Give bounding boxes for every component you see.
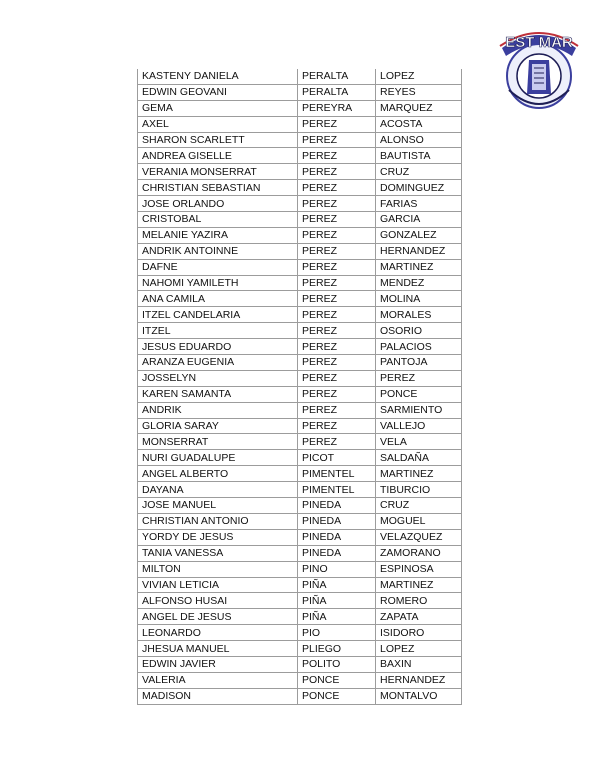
paternal-surname-cell: PEREZ xyxy=(298,434,376,450)
first-names-cell: ANA CAMILA xyxy=(138,291,298,307)
table-row xyxy=(138,418,462,434)
table-row xyxy=(138,323,462,339)
maternal-surname-cell: PALACIOS xyxy=(376,339,462,355)
first-names-cell: ALFONSO HUSAI xyxy=(138,593,298,609)
first-names-cell: DAYANA xyxy=(138,482,298,498)
first-names-cell: JHESUA MANUEL xyxy=(138,641,298,657)
first-names-cell: JESUS EDUARDO xyxy=(138,339,298,355)
maternal-surname-cell: GARCIA xyxy=(376,212,462,228)
first-names-cell: ITZEL CANDELARIA xyxy=(138,307,298,323)
paternal-surname-cell: POLITO xyxy=(298,656,376,672)
table-row xyxy=(138,529,462,545)
paternal-surname-cell: PEREZ xyxy=(298,227,376,243)
paternal-surname-cell: PIMENTEL xyxy=(298,482,376,498)
paternal-surname-cell: PIO xyxy=(298,625,376,641)
table-row xyxy=(138,291,462,307)
paternal-surname-cell: PINEDA xyxy=(298,545,376,561)
table-row xyxy=(138,450,462,466)
maternal-surname-cell: ACOSTA xyxy=(376,116,462,132)
first-names-cell: ARANZA EUGENIA xyxy=(138,355,298,371)
first-names-cell: EDWIN JAVIER xyxy=(138,656,298,672)
maternal-surname-cell: MENDEZ xyxy=(376,275,462,291)
paternal-surname-cell: PONCE xyxy=(298,688,376,704)
paternal-surname-cell: PEREZ xyxy=(298,307,376,323)
maternal-surname-cell: BAUTISTA xyxy=(376,148,462,164)
paternal-surname-cell: PEREZ xyxy=(298,212,376,228)
maternal-surname-cell: MARQUEZ xyxy=(376,100,462,116)
maternal-surname-cell: MARTINEZ xyxy=(376,259,462,275)
table-row xyxy=(138,498,462,514)
first-names-cell: CHRISTIAN SEBASTIAN xyxy=(138,180,298,196)
paternal-surname-cell: PEREZ xyxy=(298,243,376,259)
table-row xyxy=(138,132,462,148)
first-names-cell: NAHOMI YAMILETH xyxy=(138,275,298,291)
logo-text: EST MAR xyxy=(505,34,573,51)
paternal-surname-cell: PEREZ xyxy=(298,132,376,148)
first-names-cell: GLORIA SARAY xyxy=(138,418,298,434)
table-row xyxy=(138,148,462,164)
table-row xyxy=(138,434,462,450)
table-row xyxy=(138,355,462,371)
table-row xyxy=(138,625,462,641)
first-names-cell: ANGEL ALBERTO xyxy=(138,466,298,482)
maternal-surname-cell: ROMERO xyxy=(376,593,462,609)
paternal-surname-cell: PONCE xyxy=(298,672,376,688)
paternal-surname-cell: PEREZ xyxy=(298,196,376,212)
maternal-surname-cell: VELAZQUEZ xyxy=(376,529,462,545)
maternal-surname-cell: MARTINEZ xyxy=(376,577,462,593)
maternal-surname-cell: FARIAS xyxy=(376,196,462,212)
first-names-cell: GEMA xyxy=(138,100,298,116)
table-row xyxy=(138,402,462,418)
table-row xyxy=(138,100,462,116)
paternal-surname-cell: PEREZ xyxy=(298,291,376,307)
paternal-surname-cell: PEREZ xyxy=(298,164,376,180)
paternal-surname-cell: PEREZ xyxy=(298,418,376,434)
table-row xyxy=(138,466,462,482)
first-names-cell: ANGEL DE JESUS xyxy=(138,609,298,625)
table-row xyxy=(138,593,462,609)
table-row xyxy=(138,609,462,625)
paternal-surname-cell: PEREZ xyxy=(298,323,376,339)
first-names-cell: JOSSELYN xyxy=(138,370,298,386)
first-names-cell: ITZEL xyxy=(138,323,298,339)
first-names-cell: MADISON xyxy=(138,688,298,704)
maternal-surname-cell: OSORIO xyxy=(376,323,462,339)
first-names-cell: ANDRIK ANTOINNE xyxy=(138,243,298,259)
school-logo xyxy=(496,20,582,120)
paternal-surname-cell: PINEDA xyxy=(298,513,376,529)
maternal-surname-cell: PONCE xyxy=(376,386,462,402)
first-names-cell: YORDY DE JESUS xyxy=(138,529,298,545)
maternal-surname-cell: HERNANDEZ xyxy=(376,243,462,259)
paternal-surname-cell: PINEDA xyxy=(298,498,376,514)
table-row xyxy=(138,243,462,259)
paternal-surname-cell: PINEDA xyxy=(298,529,376,545)
table-row xyxy=(138,196,462,212)
paternal-surname-cell: PIÑA xyxy=(298,609,376,625)
paternal-surname-cell: PEREZ xyxy=(298,180,376,196)
maternal-surname-cell: ZAMORANO xyxy=(376,545,462,561)
paternal-surname-cell: PEREZ xyxy=(298,355,376,371)
table-row xyxy=(138,577,462,593)
first-names-cell: JOSE ORLANDO xyxy=(138,196,298,212)
paternal-surname-cell: PEREZ xyxy=(298,148,376,164)
paternal-surname-cell: PEREYRA xyxy=(298,100,376,116)
maternal-surname-cell: REYES xyxy=(376,84,462,100)
maternal-surname-cell: MONTALVO xyxy=(376,688,462,704)
first-names-cell: LEONARDO xyxy=(138,625,298,641)
maternal-surname-cell: ALONSO xyxy=(376,132,462,148)
first-names-cell: DAFNE xyxy=(138,259,298,275)
first-names-cell: KAREN SAMANTA xyxy=(138,386,298,402)
paternal-surname-cell: PIMENTEL xyxy=(298,466,376,482)
maternal-surname-cell: SARMIENTO xyxy=(376,402,462,418)
first-names-cell: VALERIA xyxy=(138,672,298,688)
maternal-surname-cell: LOPEZ xyxy=(376,641,462,657)
maternal-surname-cell: TIBURCIO xyxy=(376,482,462,498)
maternal-surname-cell: CRUZ xyxy=(376,498,462,514)
first-names-cell: TANIA VANESSA xyxy=(138,545,298,561)
paternal-surname-cell: PEREZ xyxy=(298,116,376,132)
maternal-surname-cell: PANTOJA xyxy=(376,355,462,371)
maternal-surname-cell: HERNANDEZ xyxy=(376,672,462,688)
table-row xyxy=(138,275,462,291)
first-names-cell: VERANIA MONSERRAT xyxy=(138,164,298,180)
table-row xyxy=(138,672,462,688)
table-row xyxy=(138,307,462,323)
maternal-surname-cell: PEREZ xyxy=(376,370,462,386)
paternal-surname-cell: PEREZ xyxy=(298,275,376,291)
first-names-cell: CHRISTIAN ANTONIO xyxy=(138,513,298,529)
first-names-cell: CRISTOBAL xyxy=(138,212,298,228)
paternal-surname-cell: PEREZ xyxy=(298,386,376,402)
table-row xyxy=(138,513,462,529)
table-row xyxy=(138,688,462,704)
table-row xyxy=(138,212,462,228)
first-names-cell: MELANIE YAZIRA xyxy=(138,227,298,243)
table-row xyxy=(138,69,462,84)
first-names-cell: KASTENY DANIELA xyxy=(138,69,298,84)
maternal-surname-cell: LOPEZ xyxy=(376,69,462,84)
table-row xyxy=(138,656,462,672)
maternal-surname-cell: MORALES xyxy=(376,307,462,323)
first-names-cell: EDWIN GEOVANI xyxy=(138,84,298,100)
paternal-surname-cell: PINO xyxy=(298,561,376,577)
table-row xyxy=(138,386,462,402)
table-row xyxy=(138,180,462,196)
maternal-surname-cell: MOGUEL xyxy=(376,513,462,529)
paternal-surname-cell: PEREZ xyxy=(298,339,376,355)
maternal-surname-cell: VALLEJO xyxy=(376,418,462,434)
paternal-surname-cell: PEREZ xyxy=(298,259,376,275)
table-row xyxy=(138,84,462,100)
first-names-cell: MONSERRAT xyxy=(138,434,298,450)
maternal-surname-cell: ZAPATA xyxy=(376,609,462,625)
maternal-surname-cell: CRUZ xyxy=(376,164,462,180)
roster-body xyxy=(138,69,462,704)
first-names-cell: JOSE MANUEL xyxy=(138,498,298,514)
maternal-surname-cell: MARTINEZ xyxy=(376,466,462,482)
paternal-surname-cell: PIÑA xyxy=(298,577,376,593)
paternal-surname-cell: PLIEGO xyxy=(298,641,376,657)
first-names-cell: NURI GUADALUPE xyxy=(138,450,298,466)
first-names-cell: VIVIAN LETICIA xyxy=(138,577,298,593)
first-names-cell: AXEL xyxy=(138,116,298,132)
table-row xyxy=(138,561,462,577)
maternal-surname-cell: VELA xyxy=(376,434,462,450)
paternal-surname-cell: PEREZ xyxy=(298,402,376,418)
table-row xyxy=(138,116,462,132)
maternal-surname-cell: BAXIN xyxy=(376,656,462,672)
first-names-cell: ANDRIK xyxy=(138,402,298,418)
maternal-surname-cell: MOLINA xyxy=(376,291,462,307)
first-names-cell: ANDREA GISELLE xyxy=(138,148,298,164)
first-names-cell: SHARON SCARLETT xyxy=(138,132,298,148)
paternal-surname-cell: PICOT xyxy=(298,450,376,466)
table-row xyxy=(138,339,462,355)
table-row xyxy=(138,545,462,561)
student-roster-table xyxy=(137,69,462,705)
table-row xyxy=(138,641,462,657)
table-row xyxy=(138,482,462,498)
maternal-surname-cell: GONZALEZ xyxy=(376,227,462,243)
paternal-surname-cell: PEREZ xyxy=(298,370,376,386)
paternal-surname-cell: PERALTA xyxy=(298,69,376,84)
paternal-surname-cell: PIÑA xyxy=(298,593,376,609)
maternal-surname-cell: SALDAÑA xyxy=(376,450,462,466)
table-row xyxy=(138,164,462,180)
maternal-surname-cell: DOMINGUEZ xyxy=(376,180,462,196)
table-row xyxy=(138,259,462,275)
table-row xyxy=(138,227,462,243)
first-names-cell: MILTON xyxy=(138,561,298,577)
paternal-surname-cell: PERALTA xyxy=(298,84,376,100)
maternal-surname-cell: ISIDORO xyxy=(376,625,462,641)
maternal-surname-cell: ESPINOSA xyxy=(376,561,462,577)
table-row xyxy=(138,370,462,386)
